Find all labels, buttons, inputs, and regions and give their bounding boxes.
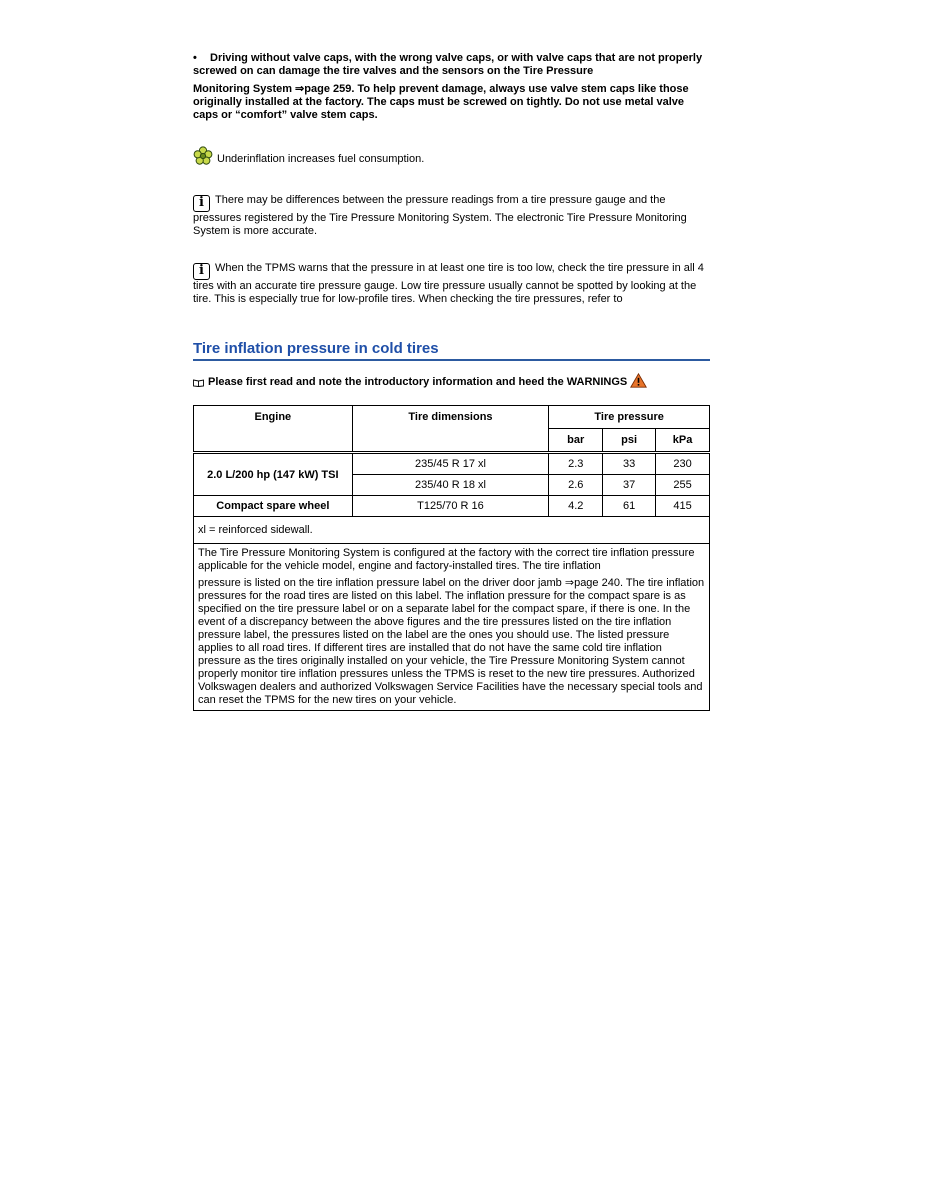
valve-cap-warning xyxy=(193,52,710,122)
engine-cell: Compact spare wheel xyxy=(194,496,353,517)
table-note xyxy=(194,544,710,711)
section-heading: Tire inflation pressure in cold tires xyxy=(193,340,710,361)
warning-triangle-icon xyxy=(630,373,647,391)
environment-note-text: Underinflation increases fuel consumption. xyxy=(217,153,425,165)
info-icon: i xyxy=(193,263,210,280)
bar-cell: 2.3 xyxy=(549,453,603,475)
flower-icon xyxy=(193,146,213,170)
info-note-tpms-warning xyxy=(193,262,710,306)
psi-cell: 37 xyxy=(603,475,656,496)
table-row xyxy=(194,453,710,475)
info-note-text: When the TPMS warns that the pressure in at least one tire is too low, check the tire pressure in all 4 tires with an accurate tire pressure gauge. Low tire pressure usually cannot be spotted by looking at the tire. This is especially true for low-profile tires. When checking the tire pressures, refer to xyxy=(193,262,704,305)
info-icon: i xyxy=(193,195,210,212)
dimension-cell: T125/70 R 16 xyxy=(352,496,549,517)
book-icon xyxy=(193,378,204,386)
dimension-cell: 235/40 R 18 xl xyxy=(352,475,549,496)
header-psi: psi xyxy=(603,429,656,453)
header-bar: bar xyxy=(549,429,603,453)
bar-cell: 2.6 xyxy=(549,475,603,496)
header-tire-dimensions: Tire dimensions xyxy=(352,406,549,453)
warning-line-1: • Driving without valve caps, with the wrong valve caps, or with valve caps that are not properly screwed on can damage the tire valves and the sensors on the Tire Pressure xyxy=(193,52,703,77)
warning-line-2: Monitoring System ⇒page 259. To help prevent damage, always use valve stem caps like those originally installed at the factory. The caps must be screwed on tightly. Do not use metal valve caps or “comfort” valve stem caps. xyxy=(193,83,689,121)
engine-cell: 2.0 L/200 hp (147 kW) TSI xyxy=(194,453,353,496)
info-note-text: There may be differences between the pressure readings from a tire pressure gauge and the pressures registered by the Tire Pressure Monitoring System. The electronic Tire Pressure Monitoring System is more accurate. xyxy=(193,194,687,237)
header-engine: Engine xyxy=(194,406,353,453)
psi-cell: 61 xyxy=(603,496,656,517)
dimension-cell: 235/45 R 17 xl xyxy=(352,453,549,475)
manual-page xyxy=(193,52,710,711)
intro-line xyxy=(193,373,710,391)
table-note-part-2: pressure is listed on the tire inflation pressure label on the driver door jamb ⇒page 240. The tire inflation pressures for the road tires are listed on this label. The inflation pressure for the compact spare is as specified on the tire pressure label or on a separate label for the compact spare, if there is one. In the event of a discrepancy between the above figures and the tire pressures listed on the tire inflation pressure label, the pressures listed on the label are the ones you should use. The listed pressure applies to all road tires. If different tires are installed that do not have the same cold tire inflation pressure as the tires originally installed on your vehicle, the Tire Pressure Monitoring System cannot properly monitor tire inflation pressures unless the TPMS is reset to the new tire pressures. Authorized Volkswagen dealers and authorized Volkswagen Service Facilities have the necessary special tools and can reset the TPMS for the new tires on your vehicle. xyxy=(198,577,705,706)
kpa-cell: 415 xyxy=(656,496,710,517)
bar-cell: 4.2 xyxy=(549,496,603,517)
environment-note xyxy=(193,146,710,170)
kpa-cell: 255 xyxy=(656,475,710,496)
kpa-cell: 230 xyxy=(656,453,710,475)
info-note-pressure-differences xyxy=(193,194,710,238)
bullet-marker: • xyxy=(193,52,197,64)
table-note-part-1: The Tire Pressure Monitoring System is configured at the factory with the correct tire inflation pressure applicable for the vehicle model, engine and factory-installed tires. The tire inflation xyxy=(198,547,695,572)
psi-cell: 33 xyxy=(603,453,656,475)
table-row xyxy=(194,496,710,517)
tire-pressure-table xyxy=(193,405,710,711)
intro-text: Please first read and note the introductory information and heed the WARNINGS xyxy=(208,376,628,388)
header-kpa: kPa xyxy=(656,429,710,453)
table-footnote: xl = reinforced sidewall. xyxy=(194,517,710,544)
header-tire-pressure: Tire pressure xyxy=(549,406,710,429)
